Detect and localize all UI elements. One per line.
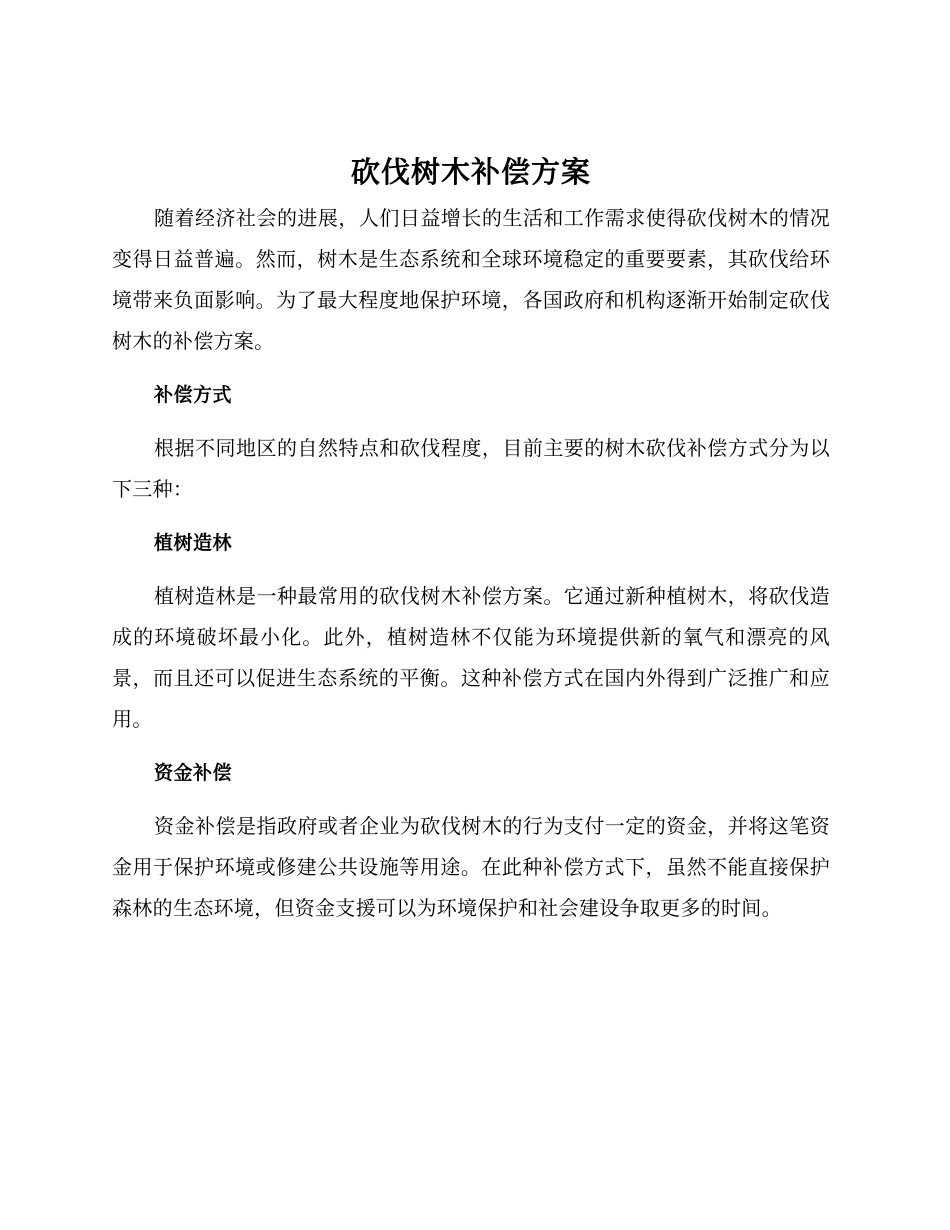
section-heading-afforestation: 植树造林 xyxy=(154,532,233,554)
section-body-compensation-methods: 根据不同地区的自然特点和砍伐程度，目前主要的树木砍伐补偿方式分为以下三种： xyxy=(112,436,830,501)
section-heading-financial-compensation: 资金补偿 xyxy=(154,762,233,784)
section-heading-compensation-methods: 补偿方式 xyxy=(154,384,233,406)
intro-paragraph: 随着经济社会的进展，人们日益增长的生活和工作需求使得砍伐树木的情况变得日益普遍。然而，树木是生态系统和全球环境稳定的重要要素，其砍伐给环境带来负面影响。为了最大程度地保护环境，各国政府和机构逐渐开始制定砍伐树木的补偿方案。 xyxy=(112,206,830,353)
spacer xyxy=(112,794,830,806)
spacer xyxy=(112,416,830,428)
spacer xyxy=(112,740,830,753)
document-title: 砍伐树木补偿方案 xyxy=(350,155,591,189)
section-body-afforestation: 植树造林是一种最常用的砍伐树木补偿方案。它通过新种植树木，将砍伐造成的环境破坏最小化。此外，植树造林不仅能为环境提供新的氧气和漂亮的风景，而且还可以促进生态系统的平衡。这种补偿方式在国内外得到广泛推广和应用。 xyxy=(112,584,830,731)
section-body-financial-compensation: 资金补偿是指政府或者企业为砍伐树木的行为支付一定的资金，并将这笔资金用于保护环境或修建公共设施等用途。在此种补偿方式下，虽然不能直接保护森林的生态环境，但资金支援可以为环境保护和社会建设争取更多的时间。 xyxy=(112,814,830,920)
spacer xyxy=(112,564,830,576)
spacer xyxy=(112,510,830,523)
spacer xyxy=(112,362,830,375)
document-page xyxy=(112,148,830,929)
